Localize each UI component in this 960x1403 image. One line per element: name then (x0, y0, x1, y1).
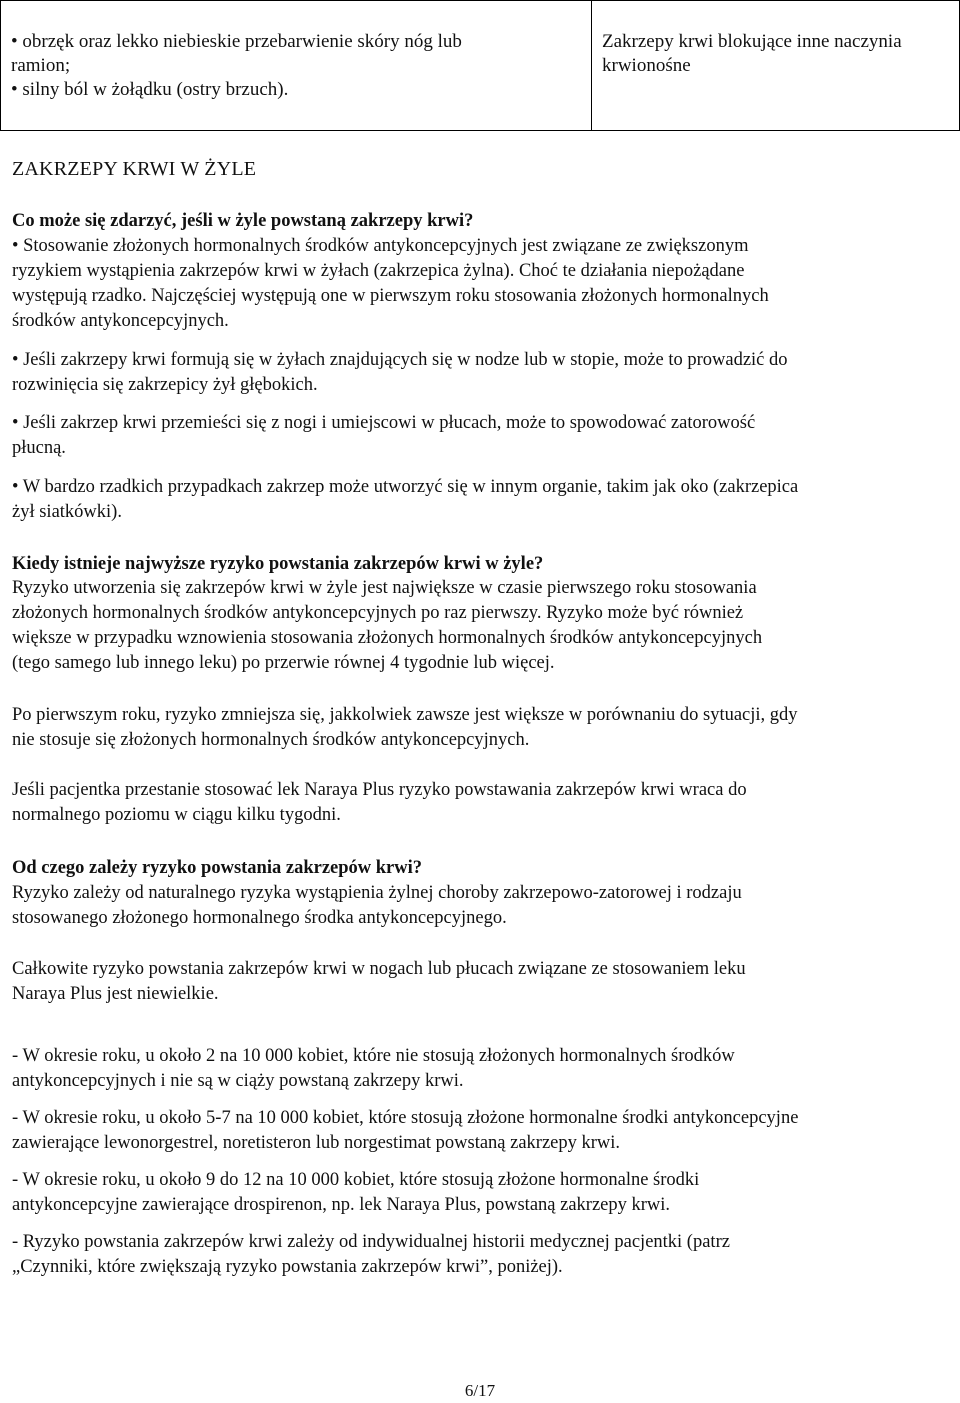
text-line: większe w przypadku wznowienia stosowania złożonych hormonalnych środków antykoncepcyjnych (12, 628, 763, 648)
text-line: - W okresie roku, u około 2 na 10 000 kobiet, które nie stosują złożonych hormonalnych środków (12, 1046, 735, 1066)
text-line: (tego samego lub innego leku) po przerwie równej 4 tygodnie lub więcej. (12, 653, 555, 673)
section-heading: ZAKRZEPY KRWI W ŻYLE (12, 158, 257, 180)
paragraph (12, 1168, 952, 1218)
text-line: • obrzęk oraz lekko niebieskie przebarwienie skóry nóg lub (11, 31, 462, 52)
text-line: „Czynniki, które zwiększają ryzyko powstania zakrzepów krwi”, poniżej). (12, 1257, 563, 1277)
question-heading: Co może się zdarzyć, jeśli w żyle powstaną zakrzepy krwi? (12, 211, 474, 231)
text-line: - W okresie roku, u około 9 do 12 na 10 000 kobiet, które stosują złożone hormonalne środki (12, 1170, 700, 1190)
text-line: - W okresie roku, u około 5-7 na 10 000 kobiet, które stosują złożone hormonalne środki antykoncepcyjne (12, 1108, 799, 1128)
table-row (1, 1, 960, 131)
paragraph (12, 881, 952, 931)
text-line: występują rzadko. Najczęściej występują one w pierwszym roku stosowania złożonych hormonalnych (12, 286, 769, 306)
paragraph (12, 778, 952, 828)
text-line: płucną. (12, 438, 66, 458)
text-line: normalnego poziomu w ciągu kilku tygodni. (12, 805, 341, 825)
paragraph (12, 1230, 952, 1280)
paragraph (12, 957, 952, 1007)
text-line: • W bardzo rzadkich przypadkach zakrzep może utworzyć się w innym organie, takim jak oko (zakrzepica (12, 477, 799, 497)
paragraph (12, 1044, 952, 1094)
text-line: Całkowite ryzyko powstania zakrzepów krwi w nogach lub płucach związane ze stosowaniem leku (12, 959, 746, 979)
text-line: • Jeśli zakrzep krwi przemieści się z nogi i umiejscowi w płucach, może to spowodować zatorowość (12, 413, 756, 433)
text-line: Po pierwszym roku, ryzyko zmniejsza się, jakkolwiek zawsze jest większe w porównaniu do sytuacji, gdy (12, 705, 798, 725)
paragraph (12, 234, 952, 334)
text-line: nie stosuje się złożonych hormonalnych środków antykoncepcyjnych. (12, 730, 530, 750)
text-line: ryzykiem wystąpienia zakrzepów krwi w żyłach (zakrzepica żylna). Choć te działania niepożądane (12, 261, 745, 281)
symptoms-cell (1, 1, 592, 131)
paragraph (12, 1106, 952, 1156)
page-number: 6/17 (464, 1381, 496, 1400)
text-line: Ryzyko zależy od naturalnego ryzyka wystąpienia żylnej choroby zakrzepowo-zatorowej i rodzaju (12, 883, 742, 903)
text-line: zawierające lewonorgestrel, noretisteron lub norgestimat powstaną zakrzepy krwi. (12, 1133, 621, 1153)
paragraph (12, 475, 952, 525)
text-line: środków antykoncepcyjnych. (12, 311, 229, 331)
paragraph (12, 348, 952, 398)
question-heading: Kiedy istnieje najwyższe ryzyko powstania zakrzepów krwi w żyle? (12, 554, 544, 574)
text-line: • Stosowanie złożonych hormonalnych środków antykoncepcyjnych jest związane ze zwiększonym (12, 236, 749, 256)
condition-cell (592, 1, 960, 131)
text-line: • Jeśli zakrzepy krwi formują się w żyłach znajdujących się w nodze lub w stopie, może to prowadzić do (12, 350, 788, 370)
paragraph (12, 411, 952, 461)
paragraph (12, 576, 952, 676)
text-line: złożonych hormonalnych środków antykoncepcyjnych po raz pierwszy. Ryzyko może być również (12, 603, 744, 623)
text-line: Jeśli pacjentka przestanie stosować lek Naraya Plus ryzyko powstawania zakrzepów krwi wraca do (12, 780, 747, 800)
text-line: stosowanego złożonego hormonalnego środka antykoncepcyjnego. (12, 908, 507, 928)
question-heading: Od czego zależy ryzyko powstania zakrzepów krwi? (12, 858, 423, 878)
text-line: krwionośne (602, 55, 691, 76)
text-line: Ryzyko utworzenia się zakrzepów krwi w żyle jest największe w czasie pierwszego roku stosowania (12, 578, 757, 598)
text-line: Zakrzepy krwi blokujące inne naczynia (602, 31, 902, 52)
symptoms-table (0, 0, 960, 131)
text-line: Naraya Plus jest niewielkie. (12, 984, 219, 1004)
text-line: - Ryzyko powstania zakrzepów krwi zależy od indywidualnej historii medycznej pacjentki (patrz (12, 1232, 730, 1252)
text-line: rozwinięcia się zakrzepicy żył głębokich. (12, 375, 318, 395)
text-line: antykoncepcyjnych i nie są w ciąży powstaną zakrzepy krwi. (12, 1071, 464, 1091)
text-line: • silny ból w żołądku (ostry brzuch). (11, 79, 289, 100)
paragraph (12, 703, 952, 753)
text-line: żył siatkówki). (12, 502, 122, 522)
text-line: ramion; (11, 55, 71, 76)
text-line: antykoncepcyjne zawierające drospirenon, np. lek Naraya Plus, powstaną zakrzepy krwi. (12, 1195, 671, 1215)
